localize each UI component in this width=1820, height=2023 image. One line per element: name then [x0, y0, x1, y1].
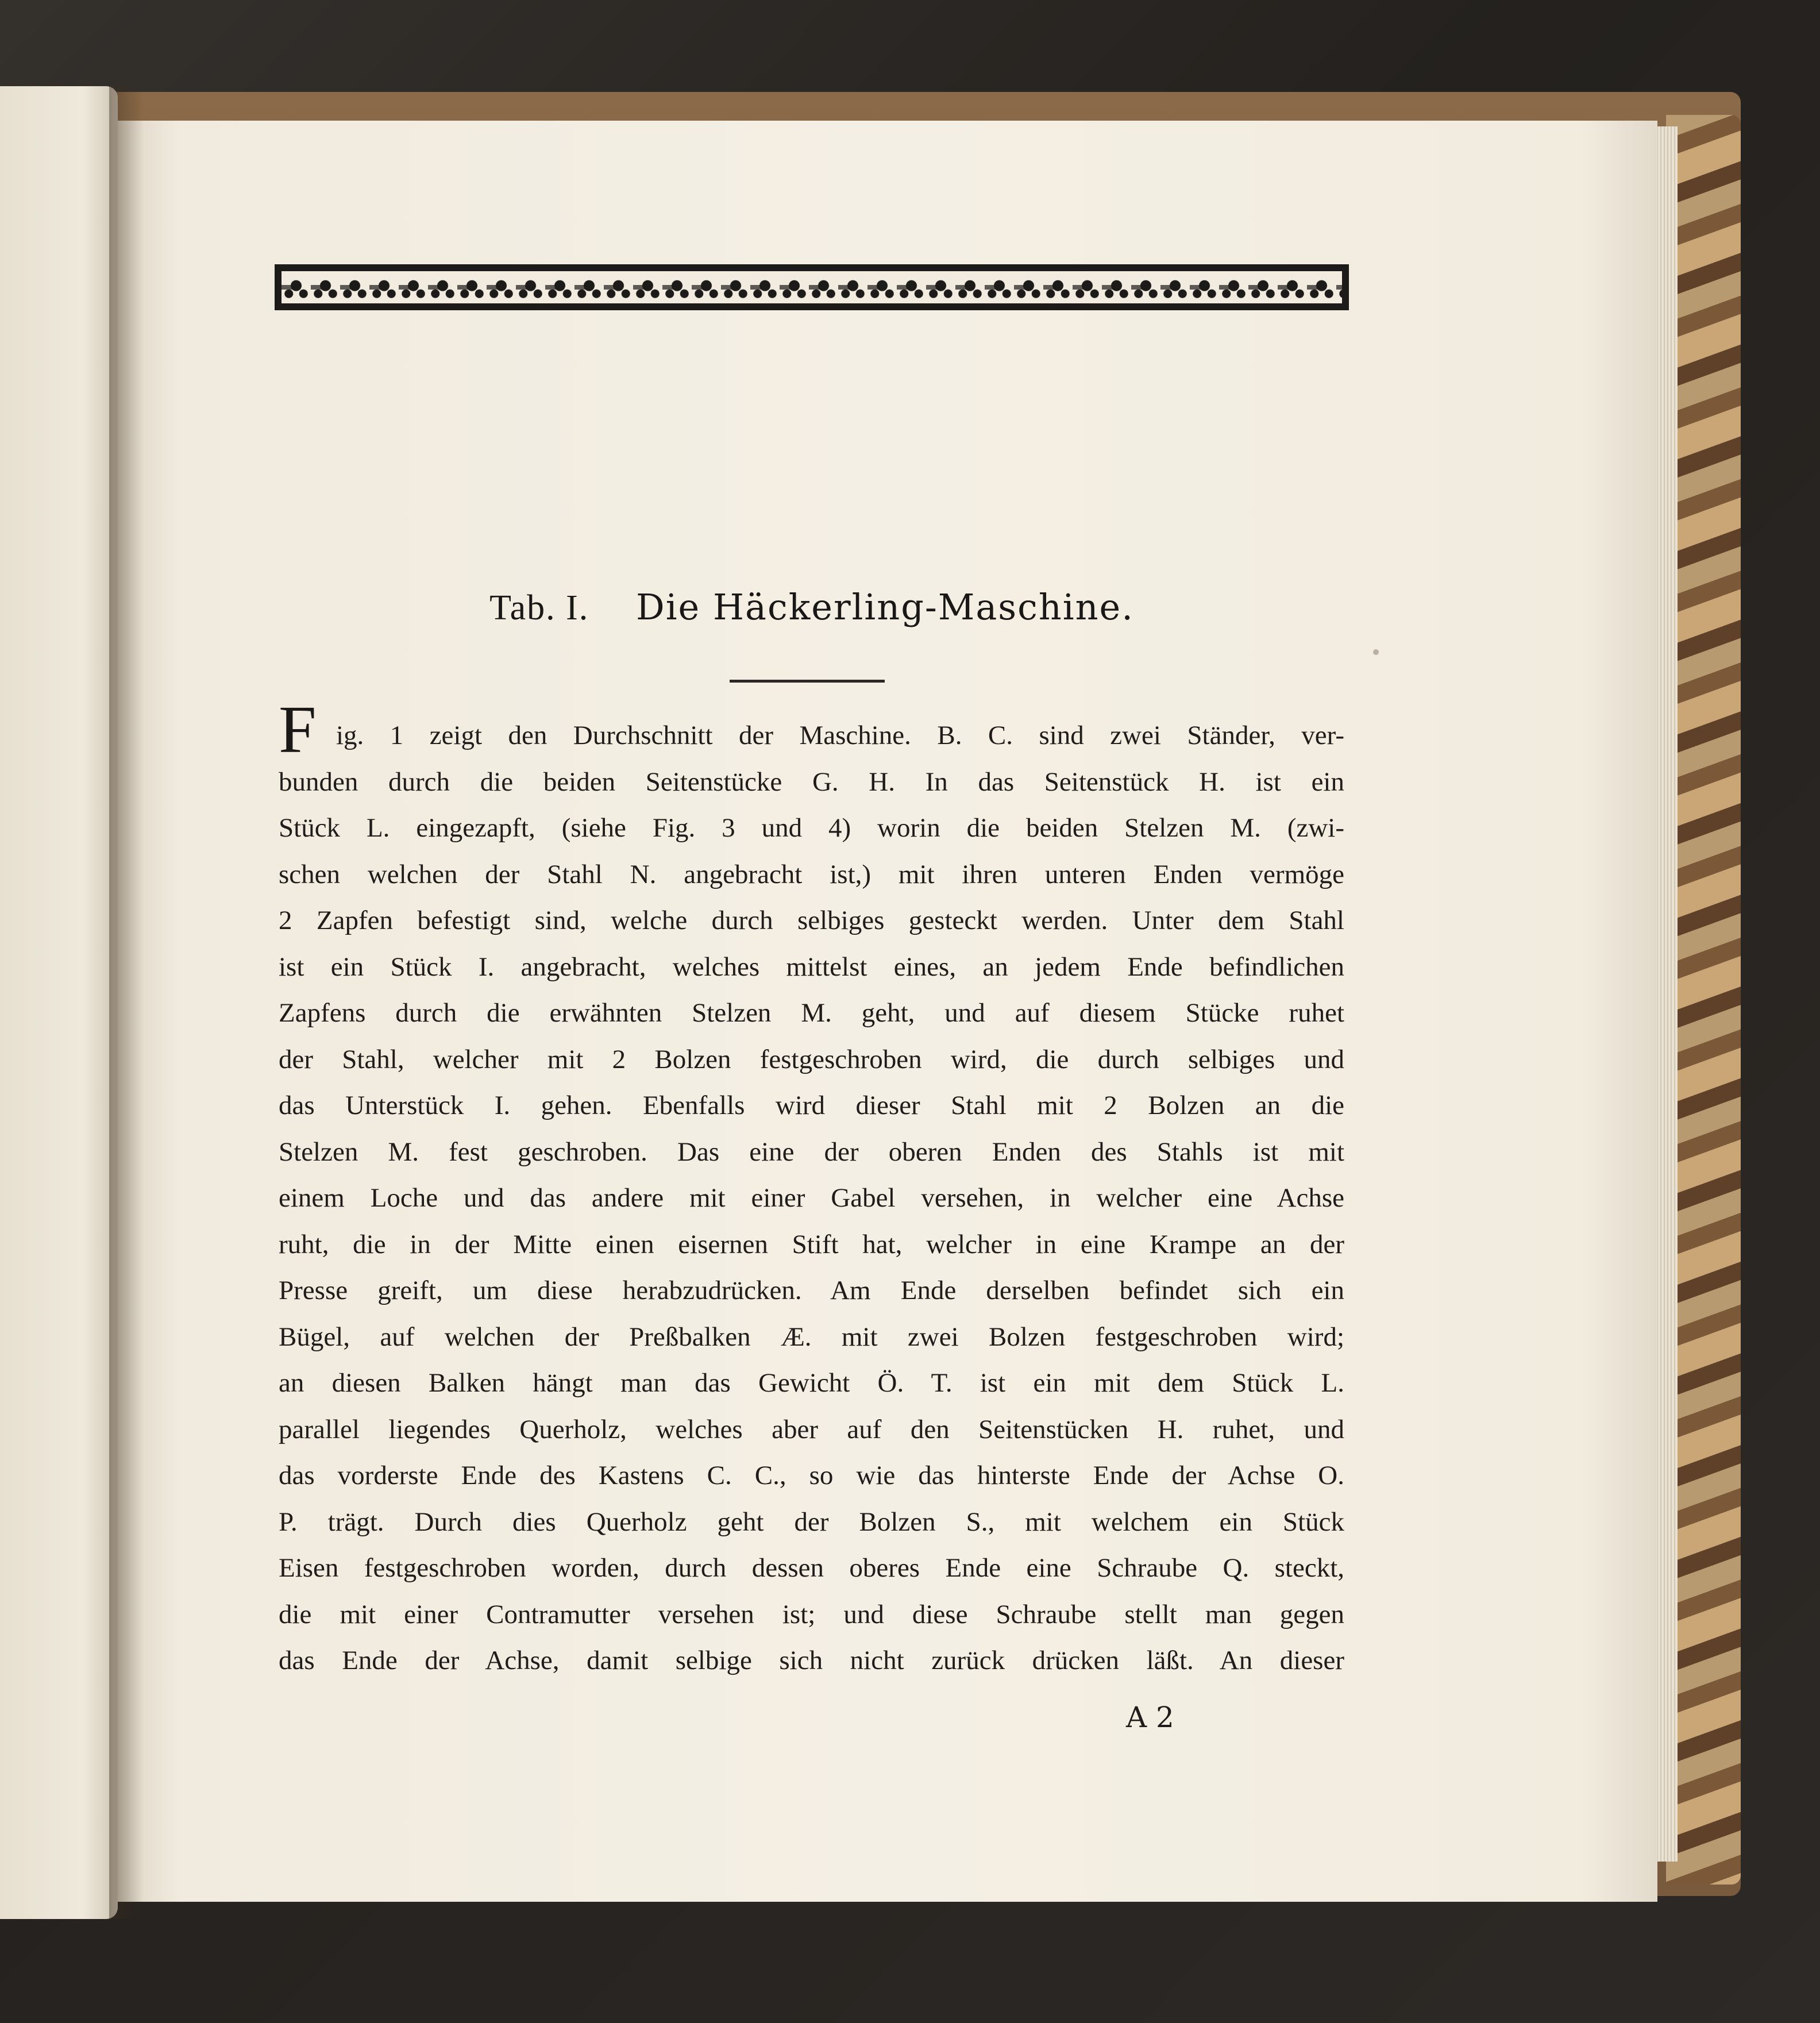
text-line: bunden durch die beiden Seitenstücke G. H. In das Seitenstück H. ist ein: [279, 766, 1344, 797]
text-line: ist ein Stück I. angebracht, welches mittelst eines, an jedem Ende befindlichen: [279, 951, 1344, 982]
body-text: [279, 712, 1344, 1684]
text-line: der Stahl, welcher mit 2 Bolzen festgeschroben wird, die durch selbiges und: [279, 1044, 1344, 1074]
text-line: parallel liegendes Querholz, welches aber auf den Seitenstücken H. ruhet, und: [279, 1414, 1344, 1444]
text-line: Zapfens durch die erwähnten Stelzen M. geht, und auf diesem Stücke ruhet: [279, 998, 1344, 1028]
text-line: Presse greift, um diese herabzudrücken. Am Ende derselben befindet sich ein: [279, 1276, 1344, 1305]
text-line: ig. 1 zeigt den Durchschnitt der Maschine. B. C. sind zwei Ständer, ver-: [336, 720, 1344, 750]
gutter-shadow: [109, 86, 144, 1919]
text-line: 2 Zapfen befestigt sind, welche durch selbiges gesteckt werden. Unter dem Stahl: [279, 905, 1344, 935]
text-line: schen welchen der Stahl N. angebracht ist,) mit ihren unteren Enden vermöge: [279, 859, 1344, 889]
text-line: an diesen Balken hängt man das Gewicht Ö. T. ist ein mit dem Stück L.: [279, 1368, 1344, 1398]
heading-rule: [730, 680, 885, 683]
text-line: Stück L. eingezapft, (siehe Fig. 3 und 4) worin die beiden Stelzen M. (zwi-: [279, 813, 1344, 843]
text-line: das Unterstück I. gehen. Ebenfalls wird dieser Stahl mit 2 Bolzen an die: [279, 1091, 1344, 1120]
signature-mark: A 2: [1126, 1701, 1174, 1734]
heading-title: Die Häckerling-Maschine.: [636, 586, 1134, 628]
heading-tab: Tab. I.: [489, 588, 589, 627]
page-heading: [275, 586, 1349, 629]
ornamental-border: [275, 264, 1349, 310]
drop-cap: F: [279, 692, 317, 767]
fleuron-pattern: [282, 271, 1342, 303]
text-line: Stelzen M. fest geschroben. Das eine der oberen Enden des Stahls ist mit: [279, 1136, 1344, 1167]
text-line: das Ende der Achse, damit selbige sich nicht zurück drücken läßt. An dieser: [279, 1646, 1344, 1675]
text-line: Eisen festgeschroben worden, durch dessen oberes Ende eine Schraube Q. steckt,: [279, 1553, 1344, 1583]
text-line: ruht, die in der Mitte einen eisernen Stift hat, welcher in eine Krampe an der: [279, 1229, 1344, 1259]
left-page: [0, 86, 118, 1919]
text-line: das vorderste Ende des Kastens C. C., so wie das hinterste Ende der Achse O.: [279, 1461, 1344, 1490]
text-line: P. trägt. Durch dies Querholz geht der Bolzen S., mit welchem ein Stück: [279, 1506, 1344, 1537]
text-line: einem Loche und das andere mit einer Gabel versehen, in welcher eine Achse: [279, 1183, 1344, 1213]
text-line: die mit einer Contramutter versehen ist; und diese Schraube stellt man gegen: [279, 1599, 1344, 1629]
text-line: Bügel, auf welchen der Preßbalken Æ. mit zwei Bolzen festgeschroben wird;: [279, 1321, 1344, 1352]
paper-speck: [1373, 649, 1379, 655]
